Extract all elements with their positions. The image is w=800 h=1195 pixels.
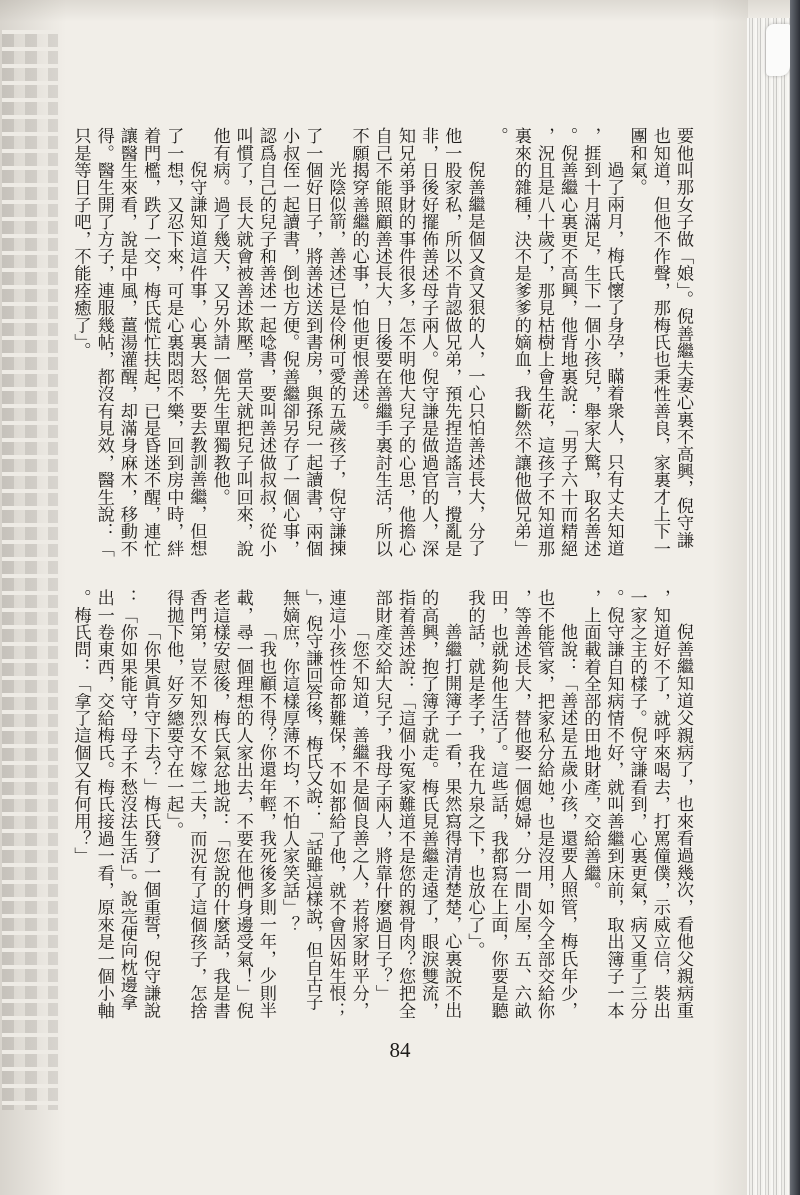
lower-text-column: 連這小孩性命都難保，不如都給了他，就不會因妬生恨；: [325, 589, 346, 1019]
lower-text-column: 出一卷東西，交給梅氏。梅氏接過一看，原來是一個小軸: [93, 589, 114, 1019]
upper-text-column: 讓醫生來看，說是中風，薑湯灌醒，却滿身麻木，移動不: [116, 127, 137, 557]
upper-text-column: 認爲自己的兒子和善述一起唸書，要叫善述做叔叔，從小: [255, 127, 276, 557]
lower-text-column: 「您不知道，善繼不是個良善之人，若將家財平分，: [348, 623, 369, 1019]
lower-text-column: 老這樣安慰後，梅氏氣忿地說：「您說的什麼話，我是書: [209, 589, 230, 1019]
upper-text-column: 着門檻，跌了一交，梅氏慌忙扶起，已是昏迷不醒，連忙: [140, 127, 161, 557]
lower-text-column: 也不能管家，把家私分給她，也是沒用，如今全部交給你: [533, 589, 554, 1019]
page-curve-shadow: [712, 0, 748, 1195]
top-shadow: [0, 0, 800, 22]
upper-text-block: [68, 127, 694, 559]
upper-text-column: 小叔侄一起讀書，倒也方便。倪善繼卻另存了一個心事，: [279, 127, 300, 557]
lower-text-column: 部財產交給大兒子，我母子兩人，將靠什麼過日子？」: [371, 589, 392, 1002]
book-cover-edge: [790, 0, 800, 1195]
upper-text-column: 了一個好日子，將善述送到書房，與孫兒一起讀書，兩個: [302, 127, 323, 557]
upper-text-column: 不願揭穿善繼的心事，怕他更恨善述。: [348, 127, 369, 420]
lower-text-column: 指着善述說：「這個小冤家難道不是您的親骨肉？您把全: [394, 589, 415, 1019]
lower-text-column: 他說：「善述是五歲小孩，還要人照管，梅氏年少，: [557, 623, 578, 1019]
upper-text-column: 只是等日子吧，不能痊癒了」。: [70, 127, 91, 360]
lower-text-column: ，知道好不了，就呼來喝去，打罵僮僕，示威立信，裝出: [649, 589, 670, 1019]
upper-text-column: 要他叫那女子做「娘」。倪善繼夫妻心裏不高興，倪守謙: [673, 127, 693, 549]
lower-text-column: ，上面載着全部的田地財產，交給善繼。: [580, 589, 601, 899]
lower-text-column: 「你果眞肯守下去？」梅氏發了一個重誓，倪守謙說: [140, 623, 161, 1019]
lower-text-column: 。梅氏問：「拿了這個又有何用？」: [70, 589, 91, 865]
upper-text-column: 知兄弟爭財的事件很多，怎不明他大兒子的心思，他擔心: [394, 127, 415, 557]
lower-text-column: 倪善繼知道父親病了，也來看過幾次，看他父親病重: [673, 623, 693, 1019]
lower-text-column: ，等善述長大，替他娶一個媳婦，分一間小屋，五、六畝: [510, 589, 531, 1019]
facing-page-show-through: [2, 30, 58, 1110]
upper-text-column: 倪守謙知道這件事，心裏大怒，要去教訓善繼，但想: [186, 161, 207, 557]
upper-text-column: 。倪善繼心裏更不高興，他背地裏說：「男子六十而精絕: [557, 127, 578, 557]
lower-text-column: 善繼打開簿子一看，果然寫得清清楚楚，心裏說不出: [441, 623, 462, 1019]
upper-text-column: 得。醫生開了方子，連服幾帖，都沒有見效，醫生說：「: [93, 127, 114, 557]
upper-text-column: 團和氣。: [626, 127, 647, 196]
lower-text-column: 」，倪守謙回答後，梅氏又說：「話雖這樣說，但自古子: [302, 589, 323, 1011]
upper-text-column: 了一想，又忍下來，可是心裏悶悶不樂，回到房中時，絆: [163, 127, 184, 557]
lower-text-column: 。倪守謙自知病情不好，就叫善繼到床前，取出簿子一本: [603, 589, 624, 1019]
lower-text-column: ：「你如果能守，母子不愁沒法生活」。說完便向枕邊拿: [116, 589, 137, 1011]
page-corner: [766, 24, 790, 76]
book-page-edges: [747, 18, 791, 1195]
lower-text-column: 無嫡庶，你這樣厚薄不均，不怕人家笑話」？: [279, 589, 300, 933]
upper-text-column: 也知道，但他不作聲，那梅氏也秉性善良，家裏才上下一: [649, 127, 670, 557]
lower-text-column: 「我也顧不得？你還年輕，我死後多則一年，少則半: [255, 623, 276, 1019]
lower-text-column: 得拋下他，好歹總要守在一起」。: [163, 589, 184, 839]
upper-text-column: 過了兩月，梅氏懷了身孕，瞞着衆人，只有丈夫知道: [603, 161, 624, 557]
lower-text-column: 載，尋一個理想的人家出去，不要在他們身邊受氣！」倪: [232, 589, 253, 1019]
lower-text-column: 香門第，豈不知烈女不嫁二夫，而況有了這個孩子，怎捨: [186, 589, 207, 1019]
upper-text-column: 叫慣了，長大就會被善述欺壓，當天就把兒子叫回來，說: [232, 127, 253, 557]
lower-text-block: [68, 589, 694, 1021]
upper-text-column: 他一股家私，所以不肯認做兄弟，預先捏造謠言，攪亂是: [441, 127, 462, 557]
upper-text-column: 光陰似箭，善述已是伶俐可愛的五歲孩子，倪守謙揀: [325, 161, 346, 557]
upper-text-column: ，況且是八十歲了，那見枯樹上會生花，這孩子不知道那: [533, 127, 554, 557]
upper-text-column: 他有病。過了幾天，又另外請一個先生單獨教他。: [209, 127, 230, 506]
upper-text-column: 裏來的雜種，決不是爹爹的嫡血，我斷然不讓他做兄弟」: [510, 127, 531, 557]
lower-text-column: 我的話，就是孝子，我在九泉之下，也放心了」。: [464, 589, 485, 959]
upper-text-column: 。: [487, 127, 508, 145]
lower-text-column: 的高興，抱了簿子就走。梅氏見善繼走遠了，眼淚雙流，: [418, 589, 439, 1019]
upper-text-column: 自己不能照顧善述長大，日後要在善繼手裏討生活，所以: [371, 127, 392, 557]
lower-text-column: 田，也就夠他生活了。這些話，我都寫在上面，你要是聽: [487, 589, 508, 1019]
upper-text-column: 倪善繼是個又貪又狠的人，一心只怕善述長大，分了: [464, 161, 485, 557]
page-number: 84: [389, 1038, 411, 1062]
upper-text-column: ，捱到十月滿足，生下一個小孩兒，舉家大驚，取名善述: [580, 127, 601, 557]
upper-text-column: 非，日後好擺佈善述母子兩人。倪守謙是做過官的人，深: [418, 127, 439, 557]
lower-text-column: 一家之主的樣子。倪守謙看到，心裏更氣，病又重了三分: [626, 589, 647, 1019]
